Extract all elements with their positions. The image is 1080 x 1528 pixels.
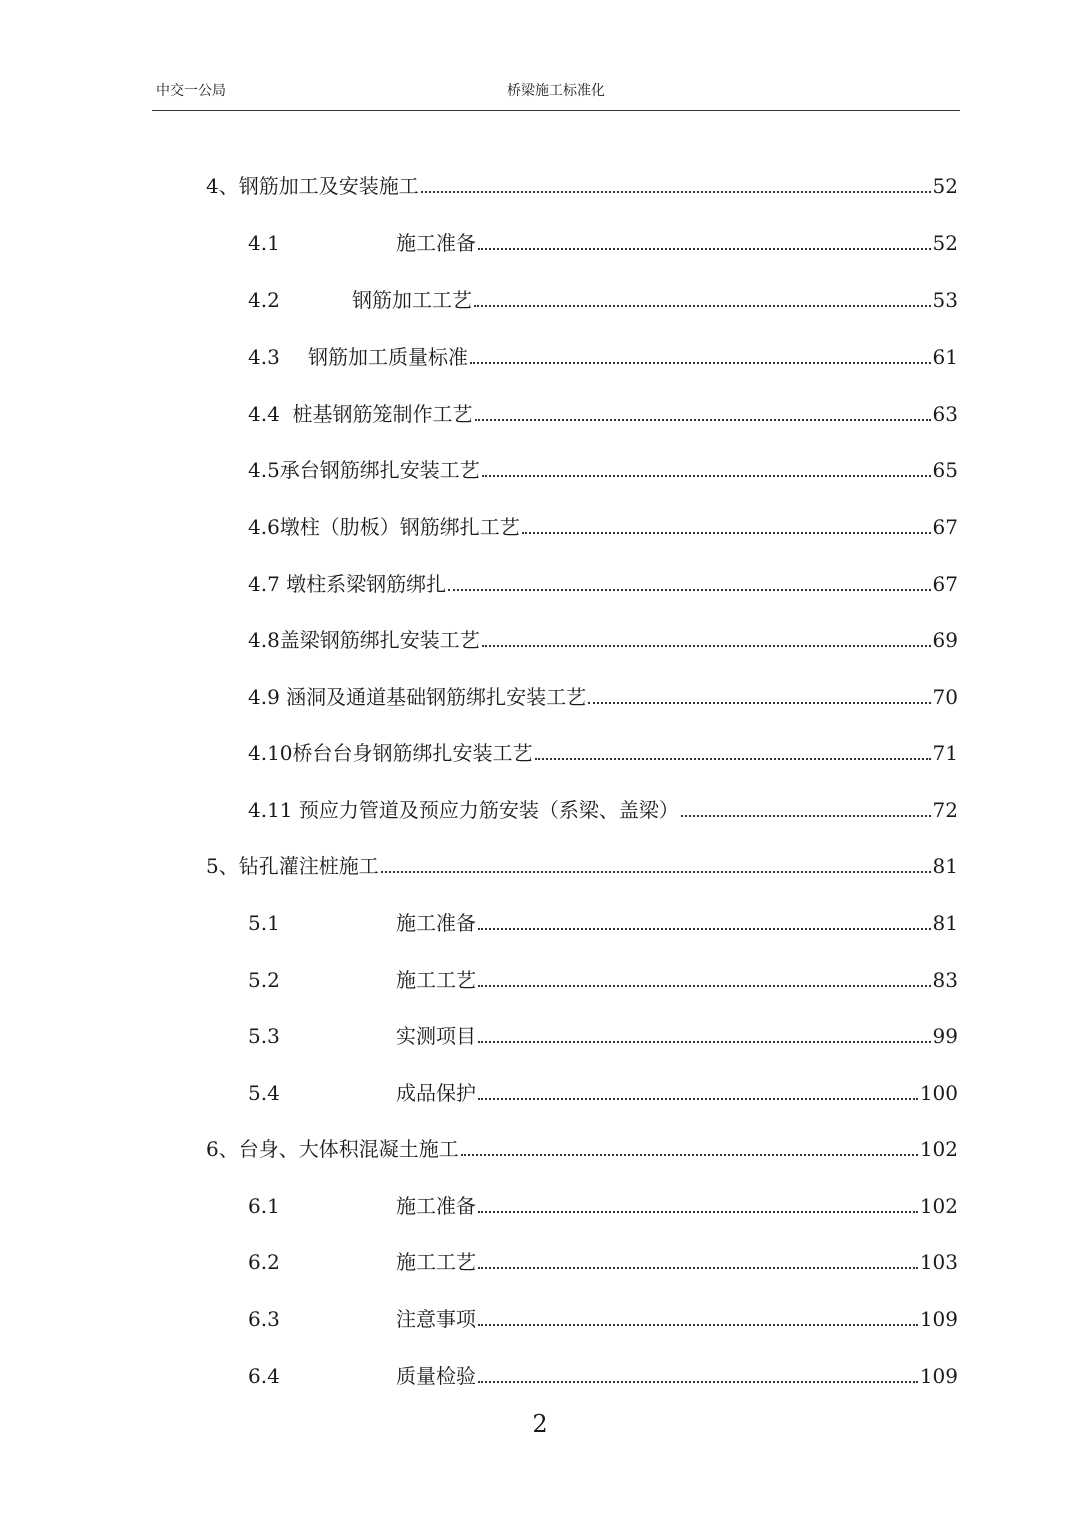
toc-number: 5.1 bbox=[248, 911, 280, 935]
toc-leader bbox=[448, 589, 930, 591]
toc-label: 钢筋加工质量标准 bbox=[308, 345, 468, 369]
toc-number: 6.3 bbox=[248, 1307, 280, 1331]
toc-leader bbox=[478, 1324, 918, 1326]
toc-leader bbox=[482, 475, 931, 477]
toc-number: 6.4 bbox=[248, 1364, 280, 1388]
toc-page: 109 bbox=[919, 1364, 958, 1388]
toc-entry-4-2[interactable] bbox=[248, 278, 958, 312]
toc-leader bbox=[461, 1154, 918, 1156]
page-header bbox=[152, 76, 960, 111]
toc-page: 71 bbox=[932, 741, 958, 765]
toc-leader bbox=[478, 1267, 918, 1269]
toc-label: 4.4 桩基钢筋笼制作工艺 bbox=[248, 402, 473, 426]
toc-page: 65 bbox=[932, 458, 958, 482]
toc-label: 施工准备 bbox=[396, 1194, 476, 1218]
toc-page: 52 bbox=[932, 174, 958, 198]
toc-leader bbox=[475, 419, 931, 421]
toc-leader bbox=[588, 702, 930, 704]
toc-entry-5-2[interactable] bbox=[248, 958, 958, 992]
toc-label: 实测项目 bbox=[396, 1024, 476, 1048]
toc-entry-4-5[interactable] bbox=[248, 448, 958, 482]
toc-page: 83 bbox=[932, 968, 958, 992]
toc-entry-6-3[interactable] bbox=[248, 1297, 958, 1331]
toc-leader bbox=[478, 928, 931, 930]
toc-label: 施工准备 bbox=[396, 911, 476, 935]
toc-label: 6、台身、大体积混凝土施工 bbox=[206, 1137, 459, 1161]
toc-label: 4、钢筋加工及安装施工 bbox=[206, 174, 419, 198]
toc-label: 成品保护 bbox=[396, 1081, 476, 1105]
toc-label: 施工工艺 bbox=[396, 1250, 476, 1274]
toc-page: 81 bbox=[932, 854, 958, 878]
toc-number: 4.1 bbox=[248, 231, 280, 255]
toc-entry-4-3[interactable] bbox=[248, 335, 958, 369]
toc-page: 99 bbox=[932, 1024, 958, 1048]
toc-entry-4-6[interactable] bbox=[248, 505, 958, 539]
toc-label: 4.9 涵洞及通道基础钢筋绑扎安装工艺 bbox=[248, 685, 587, 709]
toc-number: 5.4 bbox=[248, 1081, 280, 1105]
toc-leader bbox=[535, 758, 931, 760]
toc-entry-6-4[interactable] bbox=[248, 1354, 958, 1388]
toc-entry-6[interactable] bbox=[206, 1127, 958, 1161]
toc-label: 施工准备 bbox=[396, 231, 476, 255]
toc-page: 81 bbox=[932, 911, 958, 935]
toc-label: 钢筋加工工艺 bbox=[352, 288, 472, 312]
toc-number: 5.3 bbox=[248, 1024, 280, 1048]
toc-page: 102 bbox=[919, 1194, 958, 1218]
toc-label: 施工工艺 bbox=[396, 968, 476, 992]
toc-entry-4-4[interactable] bbox=[248, 392, 958, 426]
toc-leader bbox=[478, 1381, 918, 1383]
toc-page: 109 bbox=[919, 1307, 958, 1331]
toc-page: 67 bbox=[932, 515, 958, 539]
toc-page: 69 bbox=[932, 628, 958, 652]
toc-number: 4.2 bbox=[248, 288, 280, 312]
toc-label: 5、钻孔灌注桩施工 bbox=[206, 854, 379, 878]
toc-number: 4.3 bbox=[248, 345, 280, 369]
toc-leader bbox=[522, 532, 931, 534]
toc-entry-4-9[interactable] bbox=[248, 675, 958, 709]
toc-number: 6.1 bbox=[248, 1194, 280, 1218]
toc-leader bbox=[470, 362, 931, 364]
toc-page: 67 bbox=[932, 572, 958, 596]
toc-number: 6.2 bbox=[248, 1250, 280, 1274]
toc-entry-4[interactable] bbox=[206, 164, 958, 198]
toc-entry-5-1[interactable] bbox=[248, 901, 958, 935]
toc-leader bbox=[478, 1211, 918, 1213]
toc-label: 4.7 墩柱系梁钢筋绑扎 bbox=[248, 572, 447, 596]
toc-label: 4.8盖梁钢筋绑扎安装工艺 bbox=[248, 628, 480, 652]
toc-leader bbox=[381, 871, 931, 873]
toc-leader bbox=[478, 1098, 918, 1100]
page-number: 2 bbox=[532, 1410, 548, 1438]
toc-label: 质量检验 bbox=[396, 1364, 476, 1388]
toc-entry-4-11[interactable] bbox=[248, 788, 958, 822]
toc-page: 53 bbox=[932, 288, 958, 312]
toc-label: 4.11 预应力管道及预应力筋安装（系梁、盖梁） bbox=[248, 798, 679, 822]
toc-label: 4.5承台钢筋绑扎安装工艺 bbox=[248, 458, 480, 482]
toc-label: 4.10桥台台身钢筋绑扎安装工艺 bbox=[248, 741, 533, 765]
toc-page: 70 bbox=[932, 685, 958, 709]
toc-leader bbox=[681, 815, 931, 817]
header-organization: 中交一公局 bbox=[156, 83, 226, 99]
toc-entry-4-7[interactable] bbox=[248, 562, 958, 596]
toc-leader bbox=[478, 1041, 931, 1043]
toc-entry-6-2[interactable] bbox=[248, 1240, 958, 1274]
toc-leader bbox=[478, 985, 931, 987]
toc-page: 72 bbox=[932, 798, 958, 822]
toc-entry-4-1[interactable] bbox=[248, 221, 958, 255]
header-title: 桥梁施工标准化 bbox=[507, 83, 605, 99]
toc-entry-5-3[interactable] bbox=[248, 1014, 958, 1048]
toc-label: 注意事项 bbox=[396, 1307, 476, 1331]
toc-leader bbox=[474, 305, 931, 307]
toc-page: 52 bbox=[932, 231, 958, 255]
toc-leader bbox=[421, 191, 931, 193]
toc-page: 100 bbox=[919, 1081, 958, 1105]
toc-label: 4.6墩柱（肋板）钢筋绑扎工艺 bbox=[248, 515, 520, 539]
toc-page: 103 bbox=[919, 1250, 958, 1274]
toc-page: 61 bbox=[932, 345, 958, 369]
toc-entry-5-4[interactable] bbox=[248, 1071, 958, 1105]
toc-leader bbox=[482, 645, 931, 647]
toc-entry-5[interactable] bbox=[206, 844, 958, 878]
toc-entry-6-1[interactable] bbox=[248, 1184, 958, 1218]
toc-number: 5.2 bbox=[248, 968, 280, 992]
toc-page: 63 bbox=[932, 402, 958, 426]
toc-leader bbox=[478, 248, 931, 250]
toc-entry-4-10[interactable] bbox=[248, 731, 958, 765]
toc-entry-4-8[interactable] bbox=[248, 618, 958, 652]
toc-page: 102 bbox=[919, 1137, 958, 1161]
